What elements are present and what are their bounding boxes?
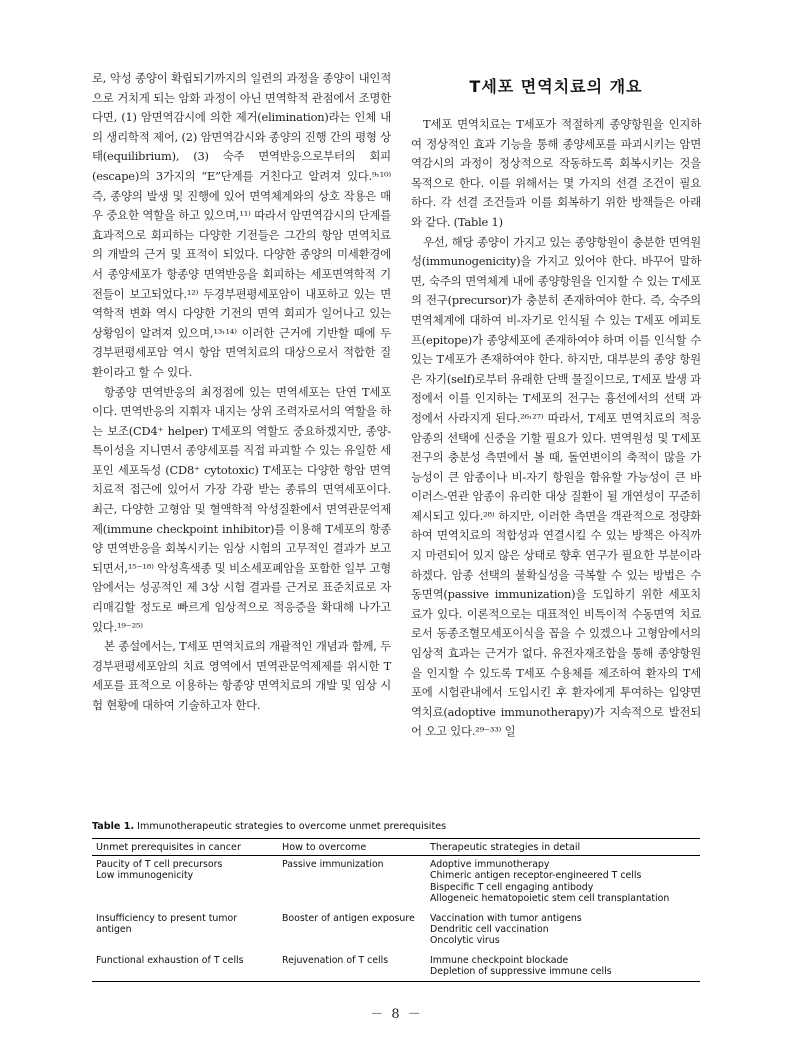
- column-header: How to overcome: [278, 839, 426, 856]
- cell-line: Functional exhaustion of T cells: [96, 954, 244, 966]
- table-1: [92, 821, 700, 982]
- page-number: － 8 －: [370, 1007, 423, 1022]
- table-cell: [426, 947, 700, 981]
- cell-line: Low immunogenicity: [96, 870, 194, 882]
- table-row: [92, 947, 700, 981]
- table-caption-text: Immunotherapeutic strategies to overcome unmet prerequisites: [137, 821, 447, 832]
- right-text-column: [411, 115, 701, 742]
- cell-line: Rejuvenation of T cells: [282, 954, 389, 966]
- right-paragraph: 우선, 해당 종양이 가지고 있는 종양항원이 충분한 면역원성(immunogenicity)을 가지고 있어야 한다. 바꾸어 말하면, 숙주의 면역체계 내에 종양항원을 인지할 수 있는 T세포의 전구(precursor)가 충분히 존재하여야 한다. 즉, 숙주의 면역체계에 대하여 비-자기로 인식될 수 있는 T세포 에피토프(epitope)가 종양세포에 존재하여야 하며 이를 인식할 수 있는 T세포가 존재하여야 한다. 하지만, 대부분의 종양 항원은 자기(self)로부터 유래한 단백 물질이므로, T세포 발생 과정에서 이를 인지하는 T세포의 전구는 흉선에서의 선택 과정에서 사라지게 된다.²⁶˒²⁷⁾ 따라서, T세포 면역치료의 적응 암종의 선택에 신중을 기할 필요가 있다. 면역원성 및 T세포 전구의 충분성 측면에서 볼 때, 돌연변이의 축적이 많을 가능성이 큰 암종이나 비-자기 항원을 함유할 가능성이 큰 바이러스-연관 암종이 유리한 대상 질환이 될 개연성이 꾸준히 제시되고 있다.²⁸⁾ 하지만, 이러한 측면을 객관적으로 정량화하여 면역치료의 적합성과 연결시킬 수 있는 방책은 아직까지 마련되어 있지 않은 상태로 향후 연구가 필요한 부분이라 하겠다. 암종 선택의 불확실성을 극복할 수 있는 방법은 수동면역(passive immunization)을 도입하기 위한 세포치료가 있다. 이론적으로는 대표적인 비특이적 수동면역 치료로서 동종조혈모세포이식을 꼽을 수 있겠으나 고형암에서의 임상적 효과는 근거가 없다. 유전자재조합을 통해 종양항원을 인지할 수 있도록 T세포 수용체를 제조하여 환자의 T세포에 시험관내에서 도입시킨 후 환자에게 투여하는 입양면역치료(adoptive immunotherapy)가 지속적으로 발전되어 오고 있다.²⁹⁻³³⁾ 일: [411, 234, 701, 739]
- cell-line: Allogeneic hematopoietic stem cell transplantation: [430, 893, 670, 905]
- table-cell: [426, 905, 700, 947]
- table-cell: [92, 856, 278, 905]
- table-cell: [426, 856, 700, 905]
- left-paragraph: 로, 악성 종양이 확립되기까지의 일련의 과정을 종양이 내인적으로 거치게 되는 암화 과정이 아닌 면역학적 관점에서 조명한다면, (1) 암면역감시에 의한 제거(elimination)라는 인체 내의 생리학적 제어, (2) 암면역감시와 종양의 진행 간의 평형 상태(equilibrium), (3) 숙주 면역반응으로부터의 회피(escape)의 3가지의 “E”단계를 거친다고 알려져 있다.⁹˒¹⁰⁾ 즉, 종양의 발생 및 진행에 있어 면역체계와의 상호 작용은 매우 중요한 역할을 하고 있으며,¹¹⁾ 따라서 암면역감시의 단계를 효과적으로 회피하는 다양한 기전들은 그간의 항암 면역치료의 개발의 근거 및 표적이 되었다. 다양한 종양의 미세환경에서 종양세포가 항종양 면역반응을 회피하는 세포면역학적 기전들이 보고되었다.¹²⁾ 두경부편평세포암이 내포하고 있는 면역학적 변화 역시 다양한 기전의 면역 회피가 일어나고 있는 상황임이 알려져 있으며,¹³˒¹⁴⁾ 이러한 근거에 기반할 때에 두경부편평세포암 역시 항암 면역치료의 대상으로서 적합한 질환이라고 할 수 있다.: [92, 71, 391, 379]
- cell-line: Vaccination with tumor antigens: [430, 912, 582, 924]
- table-caption: [92, 821, 700, 832]
- cell-line: Insufficiency to present tumor antigen: [96, 912, 238, 936]
- cell-line: Booster of antigen exposure: [282, 912, 415, 924]
- cell-line: Chimeric antigen receptor-engineered T cells: [430, 870, 642, 882]
- cell-line: Adoptive immunotherapy: [430, 859, 550, 870]
- cell-line: Depletion of suppressive immune cells: [430, 966, 612, 978]
- section-heading: T세포 면역치료의 개요: [469, 77, 643, 96]
- table-header-row: [92, 839, 700, 856]
- table-row: [92, 905, 700, 947]
- table-caption-label: Table 1.: [92, 821, 135, 832]
- table-row: [92, 856, 700, 905]
- column-header: Therapeutic strategies in detail: [426, 839, 700, 856]
- left-paragraph: 본 종설에서는, T세포 면역치료의 개괄적인 개념과 함께, 두경부편평세포암의 치료 영역에서 면역관문억제제를 위시한 T세포를 표적으로 이용하는 항종양 면역치료의 개발 및 임상 시험 현황에 대하여 기술하고자 한다.: [92, 639, 391, 712]
- table-cell: [278, 856, 426, 905]
- left-paragraph: 항종양 면역반응의 최정점에 있는 면역세포는 단연 T세포이다. 면역반응의 지휘자 내지는 상위 조력자로서의 역할을 하는 보조(CD4⁺ helper) T세포의 역할도 중요하겠지만, 종양-특이성을 지니면서 종양세포를 직접 파괴할 수 있는 유일한 세포인 세포독성 (CD8⁺ cytotoxic) T세포는 다양한 항암 면역치료적 접근에 있어서 가장 각광 받는 종류의 면역세포이다. 최근, 다양한 고형암 및 혈액학적 악성질환에서 면역관문억제제(immune checkpoint inhibitor)를 이용해 T세포의 항종양 면역반응을 회복시키는 임상 시험의 고무적인 결과가 보고되면서,¹⁵⁻¹⁸⁾ 악성흑색종 및 비소세포폐암을 포함한 일부 고형암에서는 성공적인 제 3상 시험 결과를 근거로 표준치료로 자리매김할 정도로 빠르게 임상적으로 적응증을 확대해 나가고 있다.¹⁹⁻²⁵⁾: [92, 384, 391, 634]
- left-text-column: [92, 69, 391, 716]
- cell-line: Paucity of T cell precursors: [96, 859, 223, 870]
- right-paragraph: T세포 면역치료는 T세포가 적절하게 종양항원을 인지하여 정상적인 효과 기능을 통해 종양세포를 파괴시키는 암면역감시의 과정이 정상적으로 작동하도록 회복시키는 것을 목적으로 한다. 이를 위해서는 몇 가지의 선결 조건이 필요하다. 각 선결 조건들과 이를 회복하기 위한 방책들은 아래와 같다. (Table 1): [411, 117, 701, 229]
- cell-line: Dendritic cell vaccination: [430, 924, 549, 936]
- cell-line: Bispecific T cell engaging antibody: [430, 881, 594, 893]
- cell-line: Oncolytic virus: [430, 935, 500, 947]
- cell-line: Immune checkpoint blockade: [430, 954, 569, 966]
- table-cell: [278, 905, 426, 947]
- column-header: Unmet prerequisites in cancer: [92, 839, 278, 856]
- table-cell: [92, 905, 278, 947]
- cell-line: Passive immunization: [282, 859, 384, 870]
- strategies-table: [92, 838, 700, 982]
- table-cell: [278, 947, 426, 981]
- table-cell: [92, 947, 278, 981]
